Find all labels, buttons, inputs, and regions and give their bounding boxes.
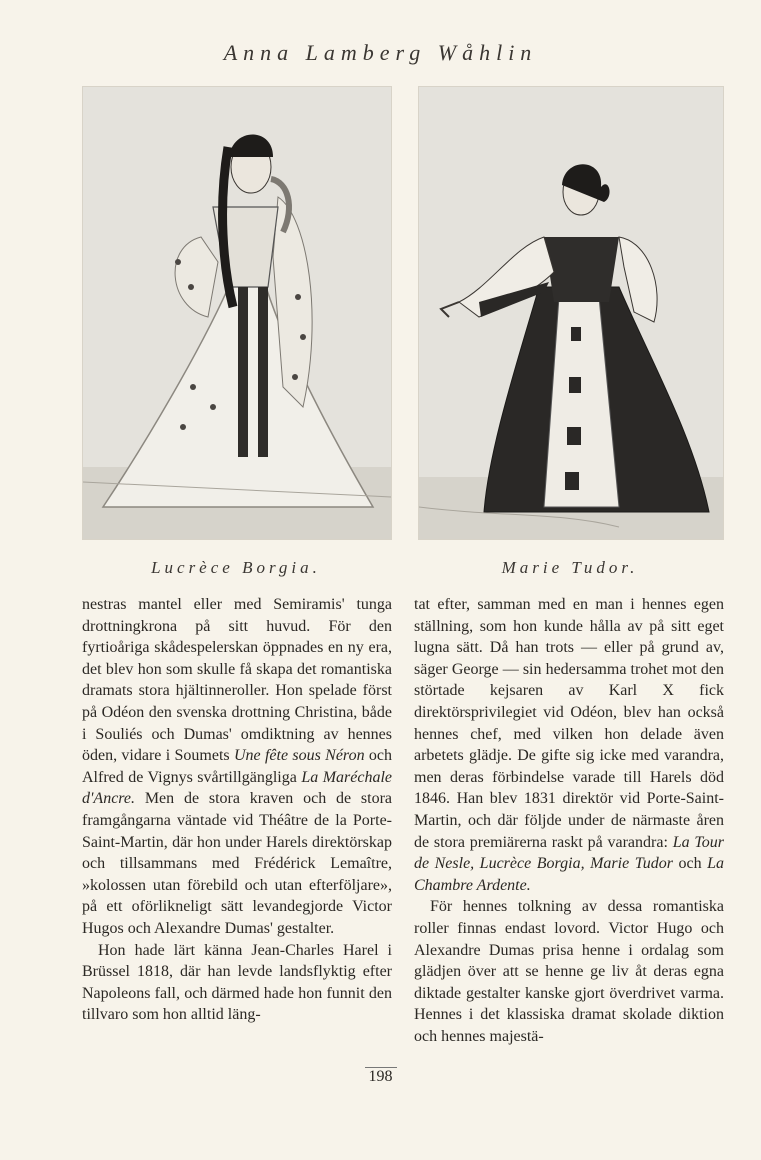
work-title: La Tour de Nesle, Lucrèce Borgia, Marie Tudor xyxy=(414,833,725,873)
paragraph-text: Men de stora kraven och de stora framgångarna väntade vid Théâtre de la Porte-Saint-Martin, där hon under Harels direktörskap och tillsammans med Frédérick Lemaître, »kolossen utan förebild och utan efterföljare», på ett oförlikneligt sätt levandegjorde Victor Hugos och Alexandre Dumas' gestalter. xyxy=(82,790,392,937)
paragraph-text: och xyxy=(672,855,708,873)
paragraph-text: tat efter, samman med en man i hennes egen ställning, som hon kunde hålla av på sitt eget lugna sätt. Då han trots — eller på grund av, säger George — sin hedersamma trohet mot den störtade kejsaren av Karl X fick direktörsprivilegiet vid Odéon, blev han också hennes chef, med vilken hon delade även arbetets glädje. De gifte sig icke med varandra, men deras förbindelse varade till Harels död 1846. Han blev 1831 direktör vid Porte-Saint-Martin, och där följde under de närmaste åren de stora premiärerna raskt på varandra: xyxy=(414,596,724,851)
work-title: La Chambre Ardente. xyxy=(414,855,724,894)
text-column-right xyxy=(414,594,724,1047)
paragraph xyxy=(82,594,392,940)
work-title: Une fête sous Néron xyxy=(233,747,365,765)
paragraph: Hon hade lärt känna Jean-Charles Harel i Brüssel 1818, där han levde landsflyktig efter Napoleons fall, och därmed hade hon funnit den tillvaro som hon alltid läng- xyxy=(82,941,392,1024)
paragraph-text: nestras mantel eller med Semiramis' tunga drottningkrona på sitt huvud. För den fyrtioåriga skådespelerskan öppnades en ny era, det blev hon som skulle få skapa det romantiska dramats stora hjältinneroller. Hon spelade först på Odéon den svenska drottning Christina, både i Souliés och Dumas' omdiktning av hennes öden, vidare i Soumets xyxy=(82,596,392,765)
plate-marie-tudor xyxy=(418,86,724,540)
paragraph: För hennes tolkning av dessa romantiska roller finnas endast lovord. Victor Hugo och Alexandre Dumas prisa henne i ordalag som glädjen över att se henne ge liv åt deras egna diktade gestalter kanske gjort överdrivet varma. Hennes i det klassiska dramat skolade diktion och hennes majestä- xyxy=(414,898,724,1045)
plate-lucrece-borgia xyxy=(82,86,392,540)
lucrece-borgia-illustration xyxy=(83,87,391,539)
page-number-text: 198 xyxy=(365,1067,397,1085)
marie-tudor-illustration xyxy=(419,87,723,539)
paragraph-text: och Alfred de Vignys svårtillgängliga xyxy=(82,747,393,786)
page-number xyxy=(0,1068,761,1086)
text-column-left xyxy=(82,594,392,1026)
running-head: Anna Lamberg Wåhlin xyxy=(223,40,538,65)
work-title: La Maréchale d'Ancre. xyxy=(82,768,392,808)
paragraph xyxy=(414,594,724,896)
caption-marie-tudor: Marie Tudor. xyxy=(501,558,639,577)
caption-lucrece-borgia: Lucrèce Borgia. xyxy=(151,558,321,577)
